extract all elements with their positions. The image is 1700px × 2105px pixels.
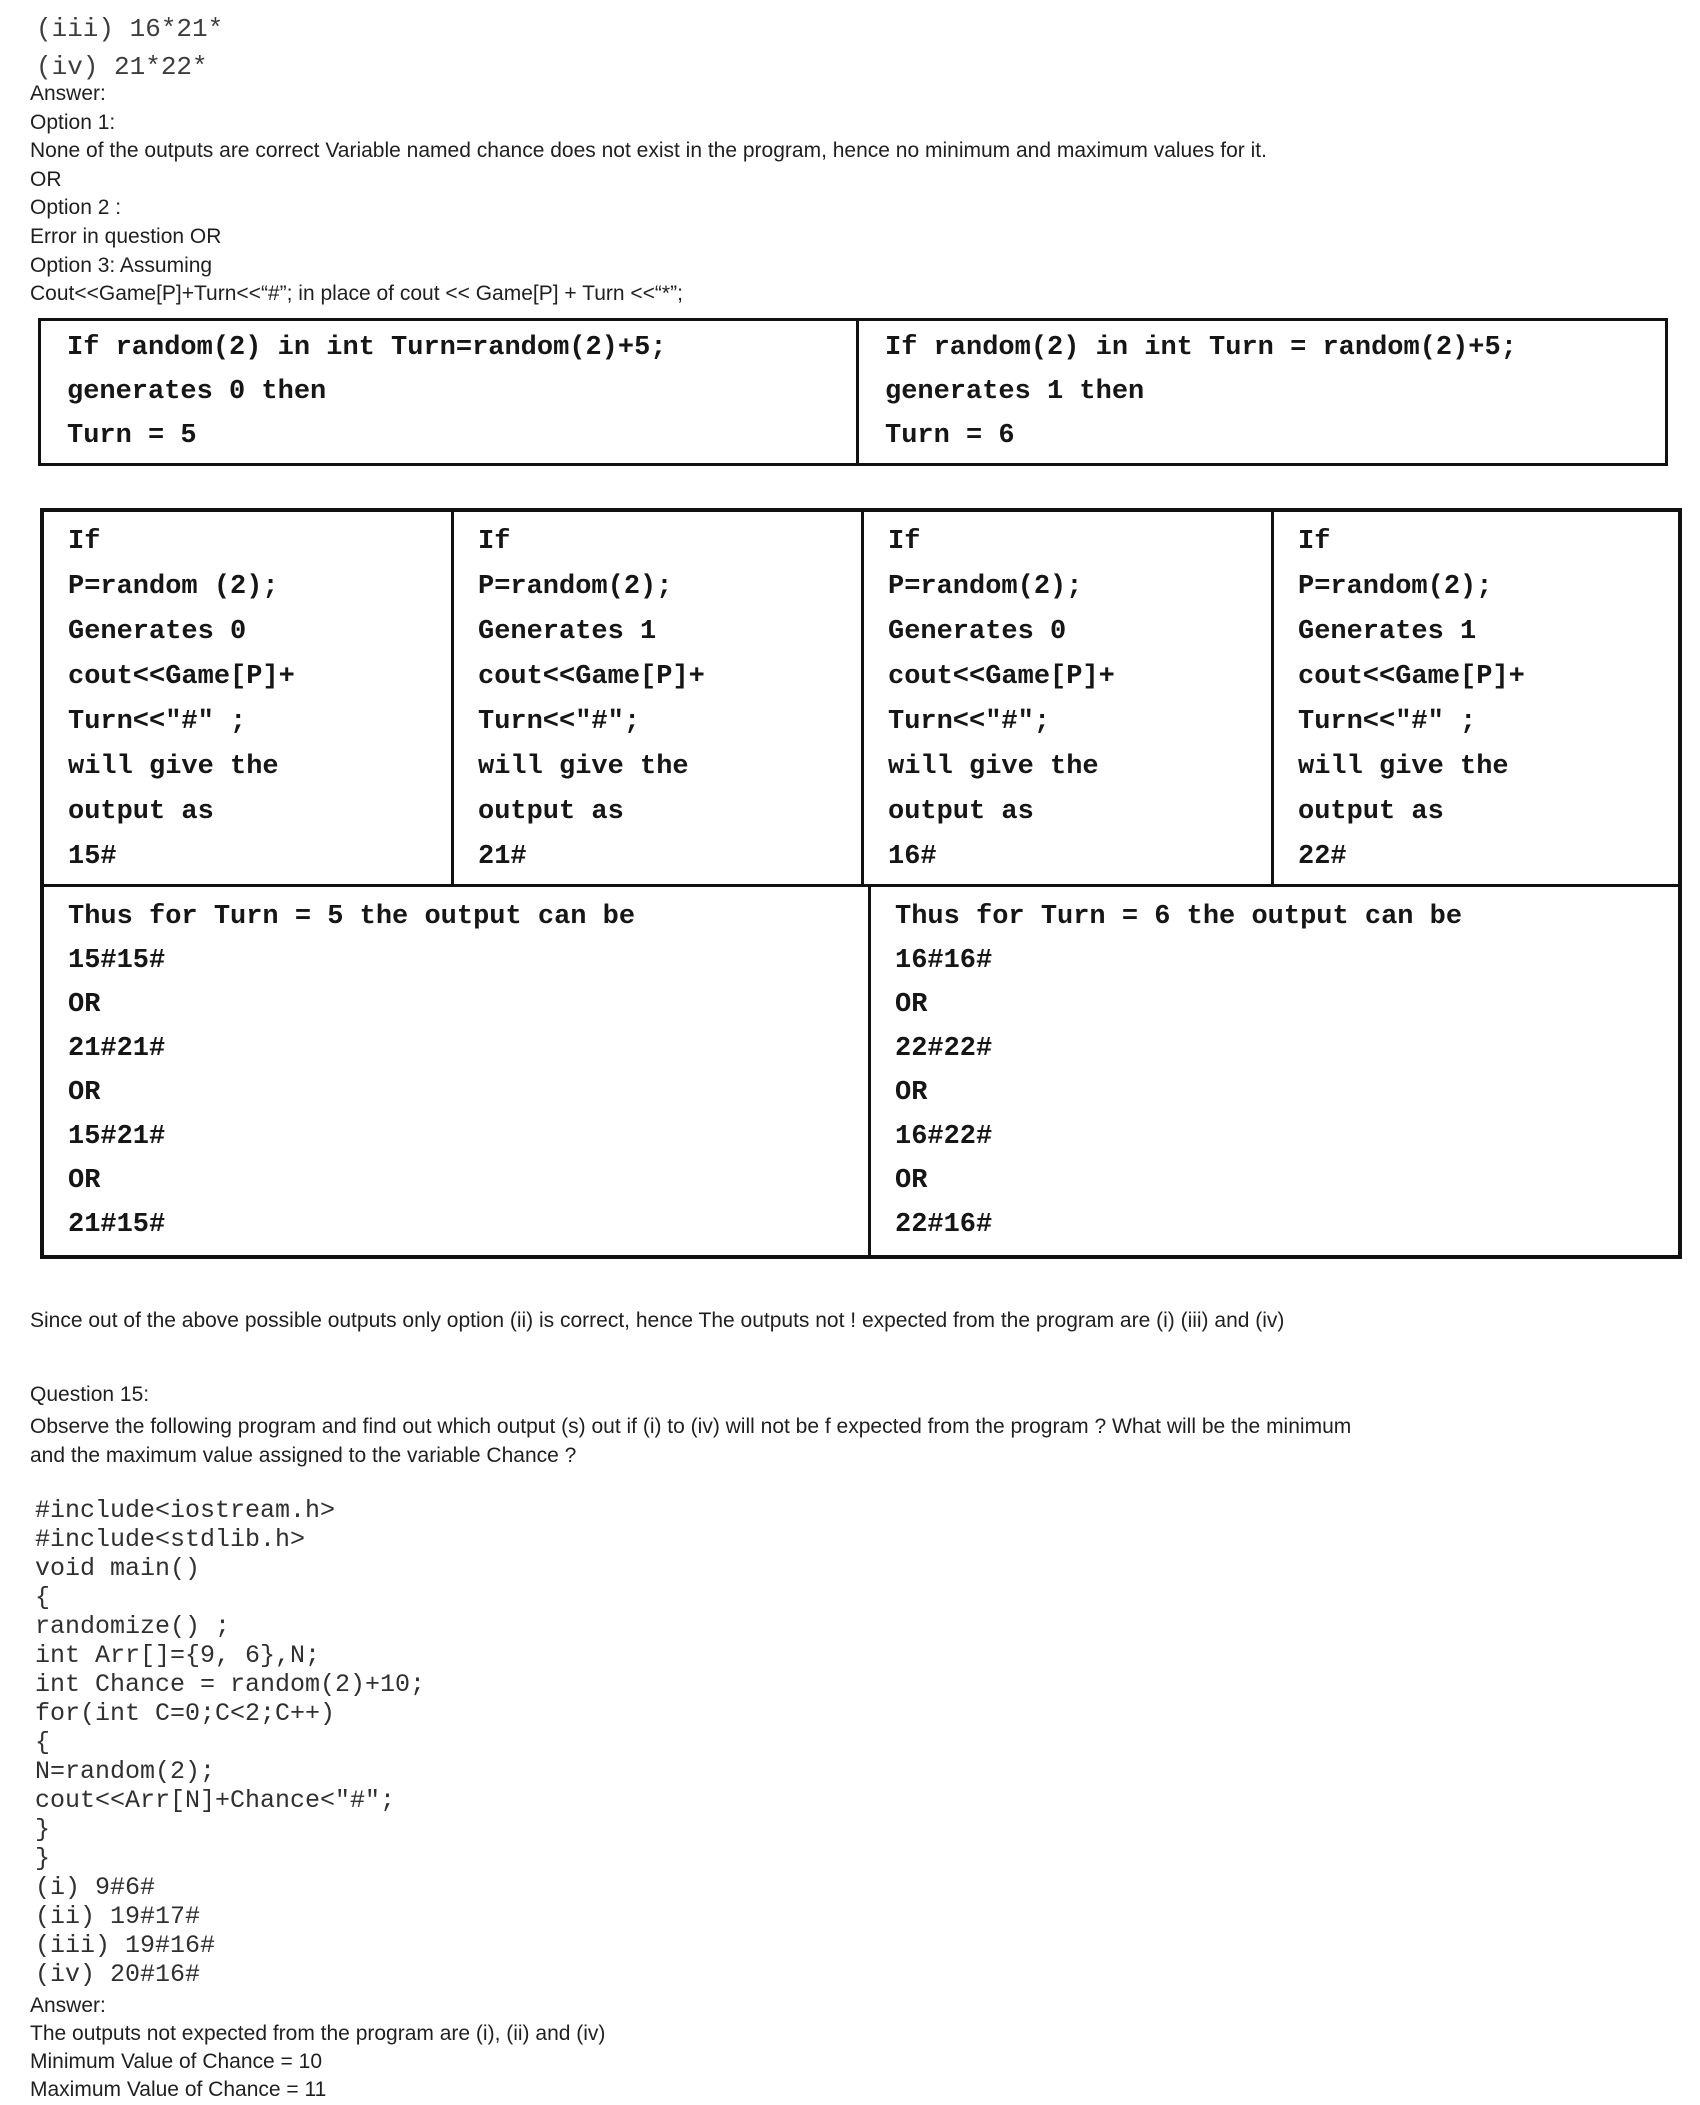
text-line: If random(2) in int Turn = random(2)+5; (885, 333, 1517, 363)
text-line: will give the (888, 752, 1099, 782)
text-line: Turn<<"#" ; (1298, 707, 1477, 737)
text-line: cout<<Game[P]+ (478, 662, 705, 692)
text-line: cout<<Arr[N]+Chance<"#"; (35, 1786, 396, 1815)
text-line: 15#21# (68, 1122, 166, 1152)
text-line: generates 1 then (885, 377, 1145, 407)
turn-6-cell (859, 321, 1665, 463)
text-line: Generates 0 (888, 617, 1067, 647)
text-line: OR (895, 1078, 928, 1108)
text-line: will give the (1298, 752, 1509, 782)
text-line: int Arr[]={9, 6},N; (35, 1641, 321, 1670)
text-line: If (888, 527, 921, 557)
text-line: will give the (478, 752, 689, 782)
outputs-table-bottom-row (44, 887, 1678, 1255)
turn5-outputs-cell (44, 887, 871, 1255)
text-line: P=random(2); (888, 572, 1083, 602)
text-line: OR (30, 167, 62, 191)
text-line: output as (1298, 797, 1444, 827)
text-line: Generates 1 (1298, 617, 1477, 647)
text-line: (iv) 21*22* (36, 52, 208, 82)
possible-outputs-table (40, 508, 1682, 1259)
text-line: cout<<Game[P]+ (68, 662, 295, 692)
case-p0-turn5-cell (44, 512, 454, 884)
question14-answer-text (30, 80, 1650, 309)
text-line: 22# (1298, 842, 1347, 872)
text-line: 21#15# (68, 1210, 166, 1240)
turn-value-table (38, 318, 1668, 466)
text-line: void main() (35, 1554, 201, 1583)
case-p1-turn5-cell (454, 512, 864, 884)
text-line: Option 3: Assuming (30, 253, 213, 277)
text-line: OR (895, 1166, 928, 1196)
text-line: output as (888, 797, 1034, 827)
text-line: If (68, 527, 101, 557)
text-line: cout<<Game[P]+ (1298, 662, 1525, 692)
question15-body (30, 1412, 1690, 1470)
text-line: The outputs not expected from the program are (i), (ii) and (iv) (30, 2022, 606, 2045)
text-line: #include<iostream.h> (35, 1496, 336, 1525)
text-line: #include<stdlib.h> (35, 1525, 306, 1554)
question15-answer (30, 1992, 605, 2104)
text-line: for(int C=0;C<2;C++) (35, 1699, 336, 1728)
text-line: Turn = 5 (67, 421, 197, 451)
question15-heading: Question 15: (30, 1383, 150, 1406)
text-line: Answer: (30, 82, 106, 105)
text-line: { (35, 1728, 51, 1757)
text-line: Option 1: (30, 110, 116, 134)
text-line: Observe the following program and find out which output (s) out if (i) to (iv) will not be f expected from the program ? What will be the minimum (30, 1415, 1352, 1438)
text-line: Turn<<"#"; (888, 707, 1051, 737)
text-line: { (35, 1583, 51, 1612)
text-line: P=random(2); (1298, 572, 1493, 602)
text-line: Generates 0 (68, 617, 247, 647)
question14-option-outputs (36, 10, 223, 86)
text-line: N=random(2); (35, 1757, 216, 1786)
text-line: } (35, 1815, 51, 1844)
text-line: Thus for Turn = 6 the output can be (895, 902, 1463, 932)
text-line: Error in question OR (30, 224, 222, 248)
question15-code (35, 1496, 425, 1989)
text-line: 16#16# (895, 946, 993, 976)
text-line: P=random(2); (478, 572, 673, 602)
text-line: 16#22# (895, 1122, 993, 1152)
text-line: } (35, 1844, 51, 1873)
text-line: Option 2 : (30, 196, 122, 220)
text-line: 15# (68, 842, 117, 872)
case-p0-turn6-cell (864, 512, 1274, 884)
text-line: int Chance = random(2)+10; (35, 1670, 426, 1699)
case-p1-turn6-cell (1274, 512, 1678, 884)
text-line: generates 0 then (67, 377, 327, 407)
text-line: 21#21# (68, 1034, 166, 1064)
text-line: 22#22# (895, 1034, 993, 1064)
text-line: 16# (888, 842, 937, 872)
text-line: Generates 1 (478, 617, 657, 647)
text-line: P=random (2); (68, 572, 279, 602)
text-line: Cout<<Game[P]+Turn<<“#”; in place of cout << Game[P] + Turn <<“*”; (30, 282, 683, 306)
text-line: (ii) 19#17# (35, 1902, 201, 1931)
text-line: OR (68, 1166, 101, 1196)
turn6-outputs-cell (871, 887, 1678, 1255)
text-line: Turn = 6 (885, 421, 1015, 451)
text-line: None of the outputs are correct Variable named chance does not exist in the program, hence no minimum and maximum values for it. (30, 139, 1267, 163)
conclusion-text: Since out of the above possible outputs only option (ii) is correct, hence The outputs not ! expected from the program are (i) (iii) and (iv) (30, 1309, 1285, 1332)
text-line: Thus for Turn = 5 the output can be (68, 902, 636, 932)
text-line: (iii) 16*21* (36, 14, 224, 44)
text-line: Answer: (30, 1994, 106, 2017)
text-line: If (1298, 527, 1331, 557)
text-line: cout<<Game[P]+ (888, 662, 1115, 692)
turn-5-cell (41, 321, 859, 463)
text-line: (i) 9#6# (35, 1873, 156, 1902)
text-line: Turn<<"#" ; (68, 707, 247, 737)
text-line: Maximum Value of Chance = 11 (30, 2078, 327, 2101)
text-line: If (478, 527, 511, 557)
text-line: If random(2) in int Turn=random(2)+5; (67, 333, 667, 363)
text-line: will give the (68, 752, 279, 782)
text-line: OR (68, 990, 101, 1020)
text-line: (iii) 19#16# (35, 1931, 216, 1960)
text-line: 15#15# (68, 946, 166, 976)
outputs-table-top-row (44, 512, 1678, 887)
text-line: 21# (478, 842, 527, 872)
text-line: OR (68, 1078, 101, 1108)
text-line: output as (478, 797, 624, 827)
text-line: and the maximum value assigned to the variable Chance ? (30, 1444, 577, 1467)
text-line: (iv) 20#16# (35, 1960, 201, 1989)
text-line: output as (68, 797, 214, 827)
text-line: OR (895, 990, 928, 1020)
text-line: 22#16# (895, 1210, 993, 1240)
text-line: randomize() ; (35, 1612, 231, 1641)
text-line: Turn<<"#"; (478, 707, 641, 737)
text-line: Minimum Value of Chance = 10 (30, 2050, 323, 2073)
